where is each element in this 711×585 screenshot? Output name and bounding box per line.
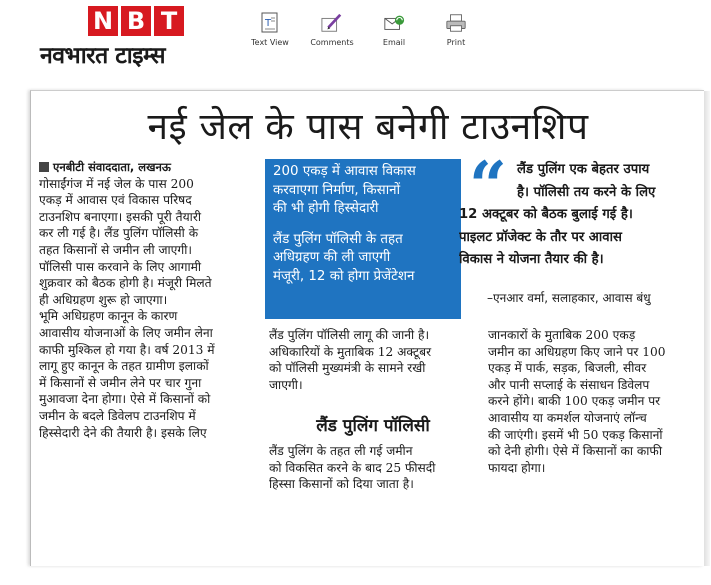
text-line: की जाएंगी। इसमें भी 50 एकड़ किसानों (488, 427, 663, 442)
quote-line: विकास ने योजना तैयार की है। (459, 252, 604, 267)
text-line: ही अधिग्रहण शुरू हो जाएगा। (39, 292, 168, 307)
byline-square-icon (39, 162, 49, 172)
text-line: एकड़ में पार्क, सड़क, बिजली, सीवर (488, 361, 647, 376)
text-line: जाएगी। (269, 377, 303, 392)
quote-line: पाइलट प्रॉजेक्ट के तौर पर आवास (459, 229, 622, 245)
highlight-line: अधिग्रहण की ली जाएगी (273, 250, 391, 265)
text-line: लागू हुए कानून के तहत ग्रामीण इलाकों (39, 359, 209, 374)
highlight-line: लैंड पुलिंग पॉलिसी के तहत (273, 231, 403, 247)
text-line: करने होंगे। बाकी 100 एकड़ जमीन पर (488, 394, 661, 409)
text-line: लैंड पुलिंग के तहत ली गई जमीन (269, 444, 413, 458)
article-column-3 (488, 327, 700, 476)
text-line: आवासीय योजनाओं के लिए जमीन लेना (39, 325, 213, 340)
nbt-logo (40, 6, 240, 36)
printer-icon (445, 12, 467, 34)
news-article (30, 90, 704, 566)
article-column-1 (39, 159, 257, 441)
text-line: आवासीय या कमर्शल योजनाएं लॉन्च (488, 410, 647, 425)
highlight-line: मंजूरी, 12 को होगा प्रेजेंटेशन (273, 268, 415, 284)
text-line: पॉलिसी पास करवाने के लिए आगामी (39, 259, 202, 274)
text-line: टाउनशिप बनाएगा। इसकी पूरी तैयारी (39, 209, 201, 224)
logo-letter-n: N (88, 6, 118, 36)
text-line: में किसानों से जमीन लेने पर चार गुना (39, 375, 202, 390)
logo-letter-t: T (154, 6, 184, 36)
text-line: हिस्सेदारी देने की तैयारी है। इसके लिए (39, 425, 207, 440)
highlight-line: 200 एकड़ में आवास विकास (273, 164, 416, 179)
text-line: फायदा होगा। (488, 460, 546, 475)
masthead (40, 6, 240, 69)
print-label: Print (446, 38, 466, 47)
article-toolbar (244, 12, 482, 47)
text-line: और पानी सप्लाई के संसाधन डिवेलप (488, 377, 650, 392)
text-line: गोसाईंगंज में नई जेल के पास 200 (39, 176, 194, 191)
text-line: जमीन के बदले डिवेलप टाउनशिप में (39, 408, 196, 423)
text-line: भूमि अधिग्रहण कानून के कारण (39, 309, 178, 324)
newspaper-name: नवभारत टाइम्स (40, 43, 166, 69)
section-subhead: लैंड पुलिंग पॉलिसी (316, 416, 430, 436)
comments-button[interactable] (306, 12, 358, 47)
text-line: काफी मुश्किल हो गया है। वर्ष 2013 में (39, 342, 215, 357)
text-view-button[interactable] (244, 12, 296, 47)
byline: एनबीटी संवाददाता, लखनऊ (53, 160, 171, 174)
text-line: शुक्रवार को बैठक होगी है। मंजूरी मिलते (39, 276, 212, 291)
quote-line: लैंड पुलिंग एक बेहतर उपाय (517, 162, 650, 177)
quote-line: है। पॉलिसी तय करने के लिए (517, 184, 656, 200)
text-line: लैंड पुलिंग पॉलिसी लागू की जानी है। (269, 328, 430, 342)
highlight-line: करवाएगा निर्माण, किसानों (273, 182, 401, 198)
email-icon (383, 12, 405, 34)
text-line: को देनी होगी। ऐसे में किसानों का काफी (488, 444, 662, 459)
quote-line: 12 अक्टूबर को बैठक बुलाई गई है। (459, 207, 633, 222)
text-line: मुआवजा देना होगा। ऐसे में किसानों को (39, 392, 211, 407)
text-line: एकड़ में आवास एवं विकास परिषद (39, 193, 192, 208)
article-headline: नई जेल के पास बनेगी टाउनशिप (147, 105, 589, 148)
print-button[interactable] (430, 12, 482, 47)
svg-text:T: T (265, 18, 272, 29)
text-line: को विकसित करने के बाद 25 फीसदी (269, 460, 436, 475)
comments-label: Comments (310, 38, 354, 47)
text-line: को पॉलिसी मुख्यमंत्री के सामने रखी (269, 361, 426, 376)
text-line: जमीन का अधिग्रहण किए जाने पर 100 (488, 344, 666, 359)
quote-attribution: –एनआर वर्मा, सलाहकार, आवास बंधु (487, 291, 651, 305)
text-line: अधिकारियों के मुताबिक 12 अक्टूबर (269, 344, 432, 359)
text-line: जानकारों के मुताबिक 200 एकड़ (488, 328, 636, 342)
article-column-2 (269, 327, 477, 393)
text-line: हिस्सा किसानों को दिया जाता है। (269, 477, 414, 492)
email-button[interactable] (368, 12, 420, 47)
pencil-icon (321, 12, 343, 34)
highlight-box (265, 159, 461, 319)
quote-mark-icon: “ (469, 147, 507, 225)
highlight-line: की भी होगी हिस्सेदारी (273, 201, 379, 216)
article-column-2-continued (269, 443, 477, 493)
email-label: Email (382, 38, 406, 47)
logo-letter-b: B (121, 6, 151, 36)
text-line: तहत किसानों से जमीन ली जाएगी। (39, 242, 193, 257)
text-view-icon (259, 12, 281, 34)
text-view-label: Text View (251, 38, 289, 47)
text-line: कर ली गई है। लैंड पुलिंग पॉलिसी के (39, 226, 199, 241)
pull-quote (459, 147, 701, 272)
